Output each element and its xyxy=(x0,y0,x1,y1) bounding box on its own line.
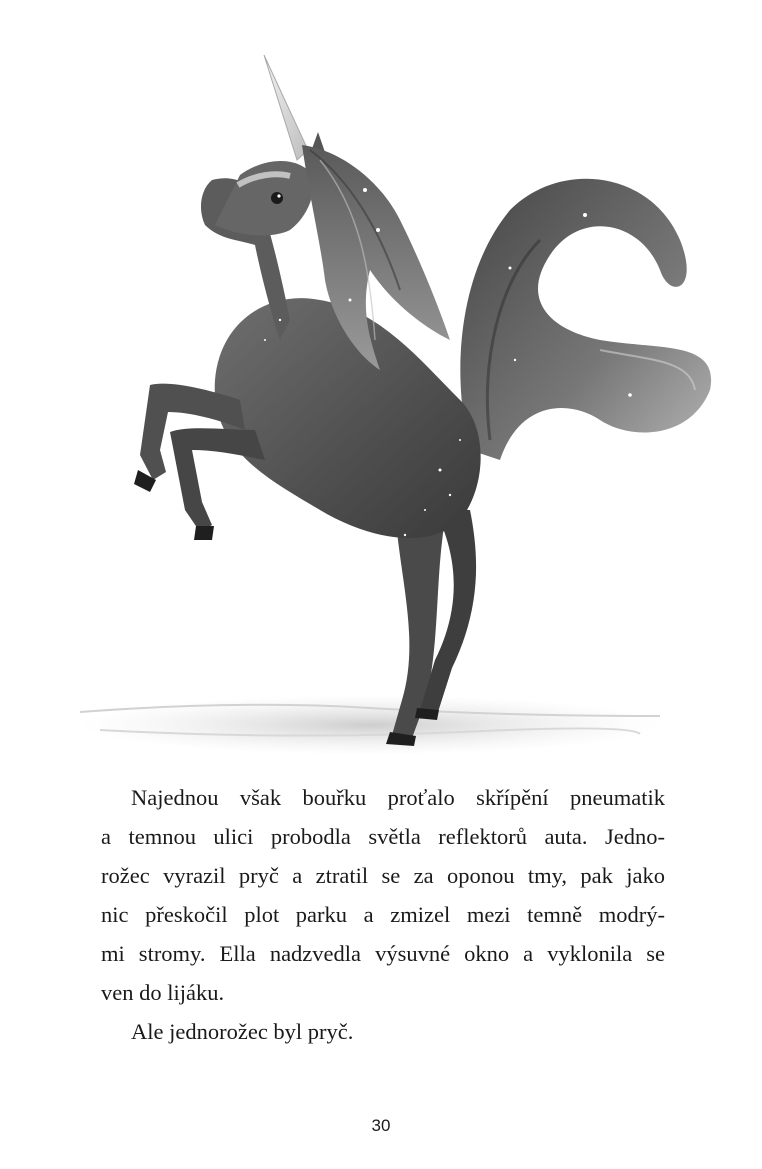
paragraph-1 xyxy=(101,778,665,1012)
paragraph-2: Ale jednorožec byl pryč. xyxy=(131,1019,354,1044)
paragraph-1-line: ven do lijáku. xyxy=(101,980,225,1005)
ground-shadow xyxy=(80,695,660,755)
body-text xyxy=(101,778,665,1051)
unicorn-horn xyxy=(264,55,308,160)
unicorn-illustration xyxy=(40,40,740,760)
paragraph-1-line: mi stromy. Ella nadzvedla výsuvné okno a vyklonila se xyxy=(101,941,665,966)
unicorn-tail xyxy=(460,179,711,460)
unicorn-eye xyxy=(271,192,283,204)
page-number: 30 xyxy=(371,1116,391,1135)
paragraph-1-line: a temnou ulici probodla světla reflektorů auta. Jedno- xyxy=(101,824,665,849)
paragraph-1-line: Najednou však bouřku proťalo skřípění pneumatik xyxy=(131,785,665,810)
unicorn-head xyxy=(201,55,327,340)
paragraph-1-line: rožec vyrazil pryč a ztratil se za oponou tmy, pak jako xyxy=(101,863,665,888)
paragraph-1-line: nic přeskočil plot parku a zmizel mezi temně modrý- xyxy=(101,902,665,927)
